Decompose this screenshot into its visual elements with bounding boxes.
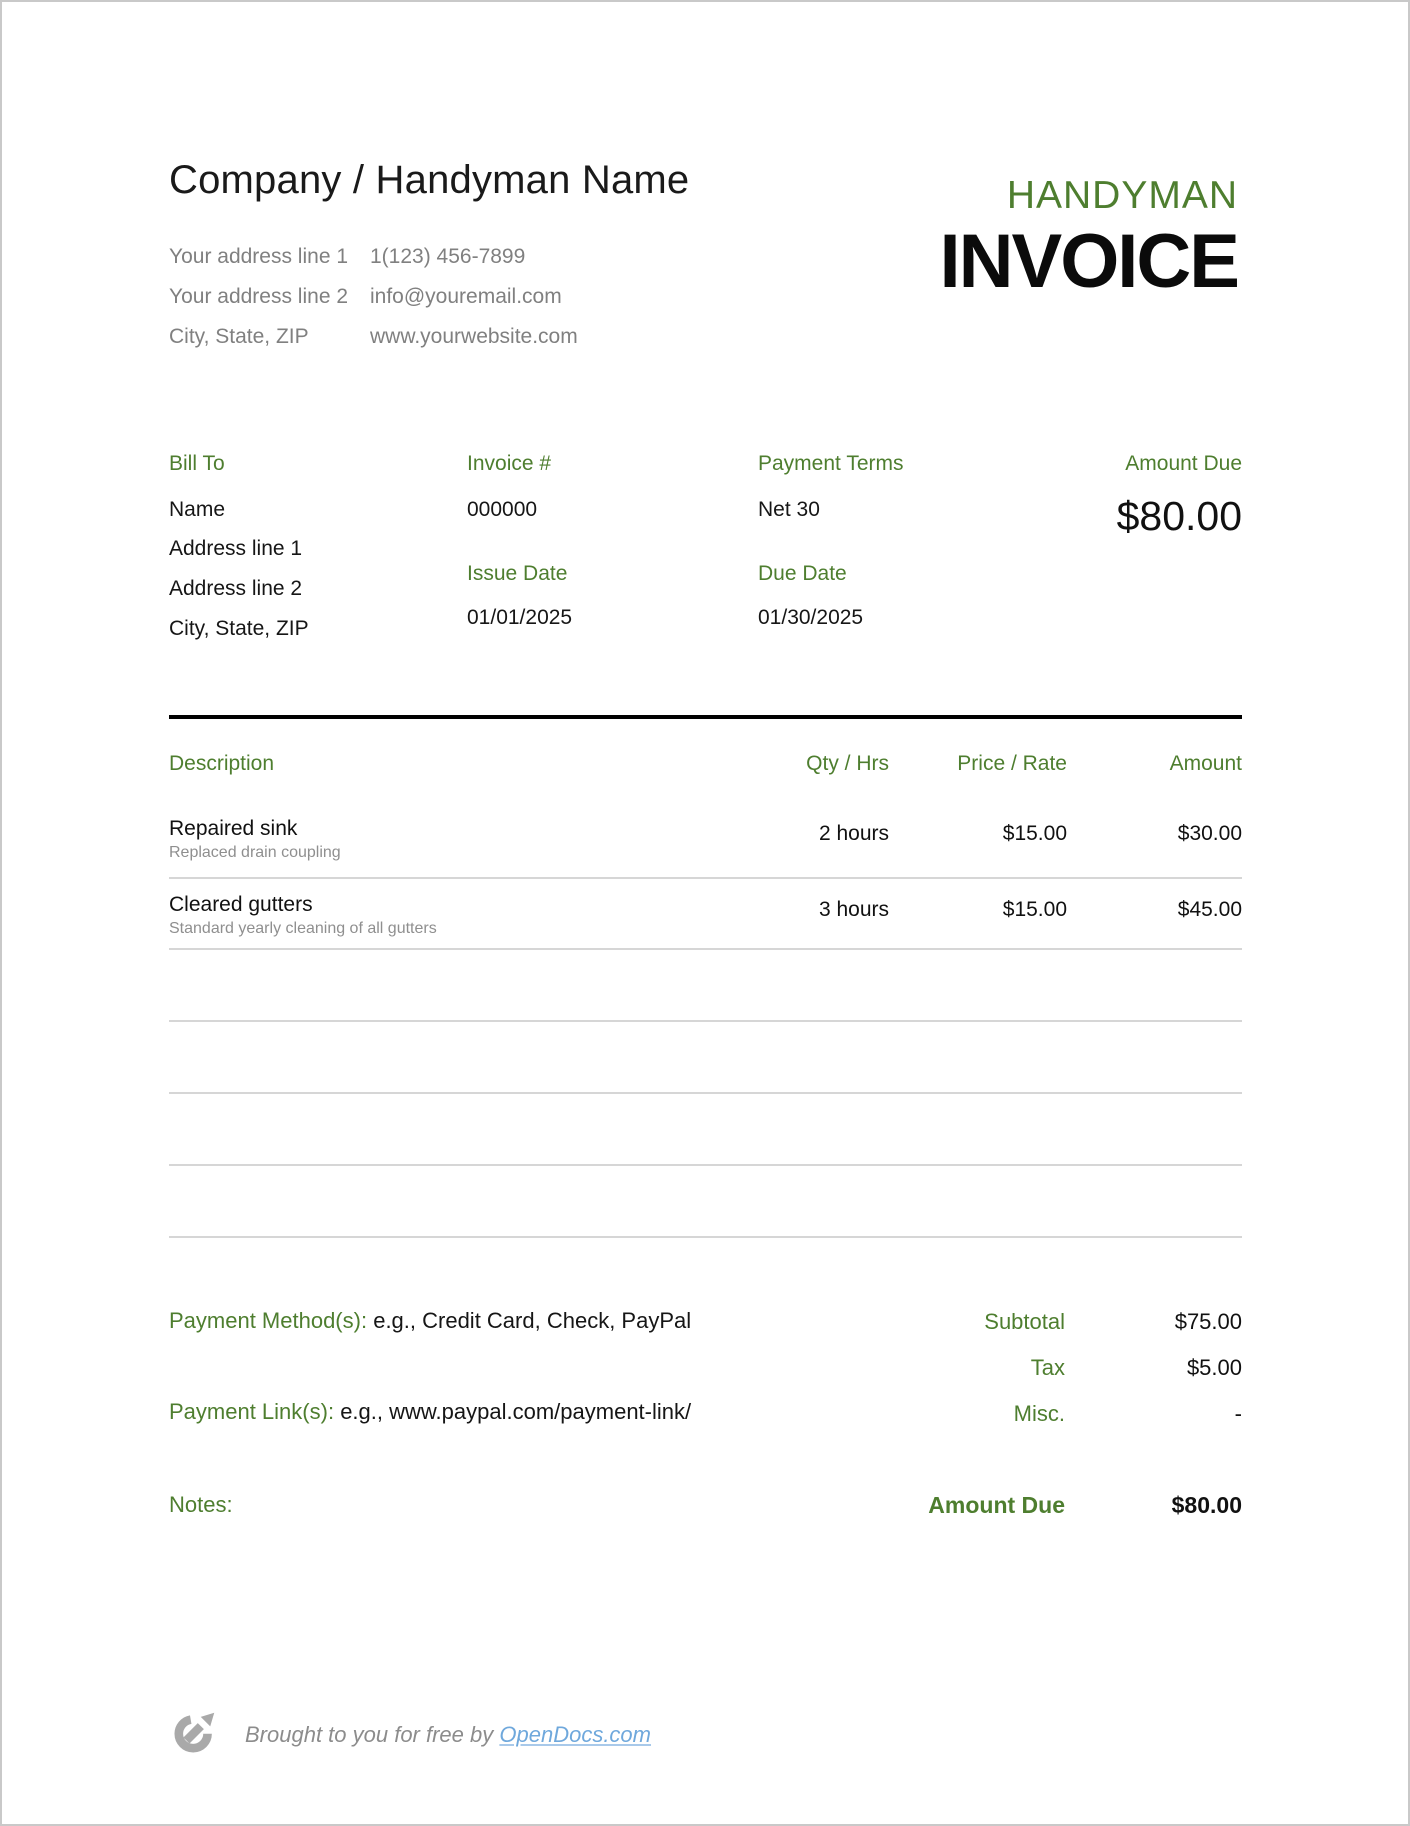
table-row-empty: [169, 1022, 1242, 1094]
payment-methods-value: e.g., Credit Card, Check, PayPal: [373, 1308, 692, 1333]
issue-date-value: 01/01/2025: [467, 606, 573, 629]
bill-to-city-state-zip: City, State, ZIP: [169, 617, 309, 640]
company-address-line-2: Your address line 2: [169, 285, 349, 308]
misc-value: -: [1234, 1401, 1242, 1426]
payment-methods-label: Payment Method(s):: [169, 1308, 368, 1333]
column-header-qty-hrs: Qty / Hrs: [806, 752, 889, 775]
company-address-line-1: Your address line 1: [169, 245, 349, 268]
item-detail: Standard yearly cleaning of all gutters: [169, 920, 437, 937]
company-city-state-zip: City, State, ZIP: [169, 325, 309, 348]
payment-terms-value: Net 30: [758, 498, 820, 521]
company-website: www.yourwebsite.com: [370, 325, 578, 348]
brand-type-label: HANDYMAN: [1006, 174, 1238, 217]
item-description: Cleared gutters: [169, 893, 313, 916]
item-description: Repaired sink: [169, 817, 298, 840]
column-header-description: Description: [169, 752, 275, 775]
table-row-empty: [169, 950, 1242, 1022]
item-qty: 2 hours: [818, 822, 889, 845]
footer-attribution-text: Brought to you for free by: [245, 1722, 500, 1747]
totals-section: [882, 1309, 1242, 1518]
payment-links-value: e.g., www.paypal.com/payment-link/: [340, 1399, 692, 1424]
line-items-header-row: [169, 719, 1242, 799]
company-contact-info: [169, 237, 689, 357]
footer-attribution: [245, 1721, 651, 1748]
amount-due-header-label: Amount Due: [1125, 452, 1242, 475]
company-name: Company / Handyman Name: [169, 158, 690, 202]
subtotal-row: [882, 1309, 1242, 1355]
item-price: $15.00: [1002, 898, 1067, 921]
bill-to-address-1: Address line 1: [169, 537, 303, 560]
payment-links-line: [169, 1398, 691, 1426]
misc-row: [882, 1401, 1242, 1447]
bill-to-label: Bill To: [169, 452, 225, 475]
row-description-cell: [169, 893, 711, 948]
tax-row: [882, 1355, 1242, 1401]
table-row: [169, 879, 1242, 950]
misc-label: Misc.: [1013, 1401, 1065, 1426]
due-date-value: 01/30/2025: [758, 606, 864, 629]
item-amount: $45.00: [1177, 898, 1242, 921]
row-description-cell: [169, 817, 711, 877]
amount-due-total-label: Amount Due: [928, 1492, 1065, 1518]
opendocs-logo-icon: [174, 1703, 220, 1755]
issue-date-label: Issue Date: [467, 562, 568, 585]
item-qty: 3 hours: [818, 898, 889, 921]
amount-due-total-value: $80.00: [1171, 1492, 1242, 1518]
notes-line: [169, 1491, 233, 1519]
item-price: $15.00: [1002, 822, 1067, 845]
invoice-meta-section: [169, 450, 1242, 660]
header-brand-block: [939, 174, 1239, 304]
company-phone: 1(123) 456-7899: [370, 245, 526, 268]
tax-label: Tax: [1030, 1355, 1065, 1380]
line-items-table: [169, 715, 1242, 1238]
amount-due-header-value: $80.00: [1116, 493, 1242, 539]
item-detail: Replaced drain coupling: [169, 844, 341, 861]
table-row-empty: [169, 1166, 1242, 1238]
tax-value: $5.00: [1186, 1355, 1242, 1380]
table-row: [169, 799, 1242, 879]
notes-label: Notes:: [169, 1492, 233, 1517]
opendocs-link[interactable]: OpenDocs.com: [499, 1722, 651, 1747]
payment-terms-label: Payment Terms: [758, 452, 904, 475]
amount-due-row: [882, 1492, 1242, 1519]
invoice-number-label: Invoice #: [467, 452, 552, 475]
header-company-block: [169, 158, 689, 357]
bill-to-name: Name: [169, 498, 226, 521]
table-row-empty: [169, 1094, 1242, 1166]
document-title: INVOICE: [939, 219, 1238, 304]
invoice-number-value: 000000: [467, 498, 538, 521]
column-header-price-rate: Price / Rate: [957, 752, 1067, 775]
payment-links-label: Payment Link(s):: [169, 1399, 335, 1424]
bill-to-address-2: Address line 2: [169, 577, 303, 600]
payment-methods-line: [169, 1307, 691, 1335]
company-email: info@youremail.com: [370, 285, 562, 308]
subtotal-value: $75.00: [1174, 1309, 1242, 1334]
column-header-amount: Amount: [1169, 752, 1242, 775]
subtotal-label: Subtotal: [984, 1309, 1065, 1334]
due-date-label: Due Date: [758, 562, 847, 585]
item-amount: $30.00: [1177, 822, 1242, 845]
